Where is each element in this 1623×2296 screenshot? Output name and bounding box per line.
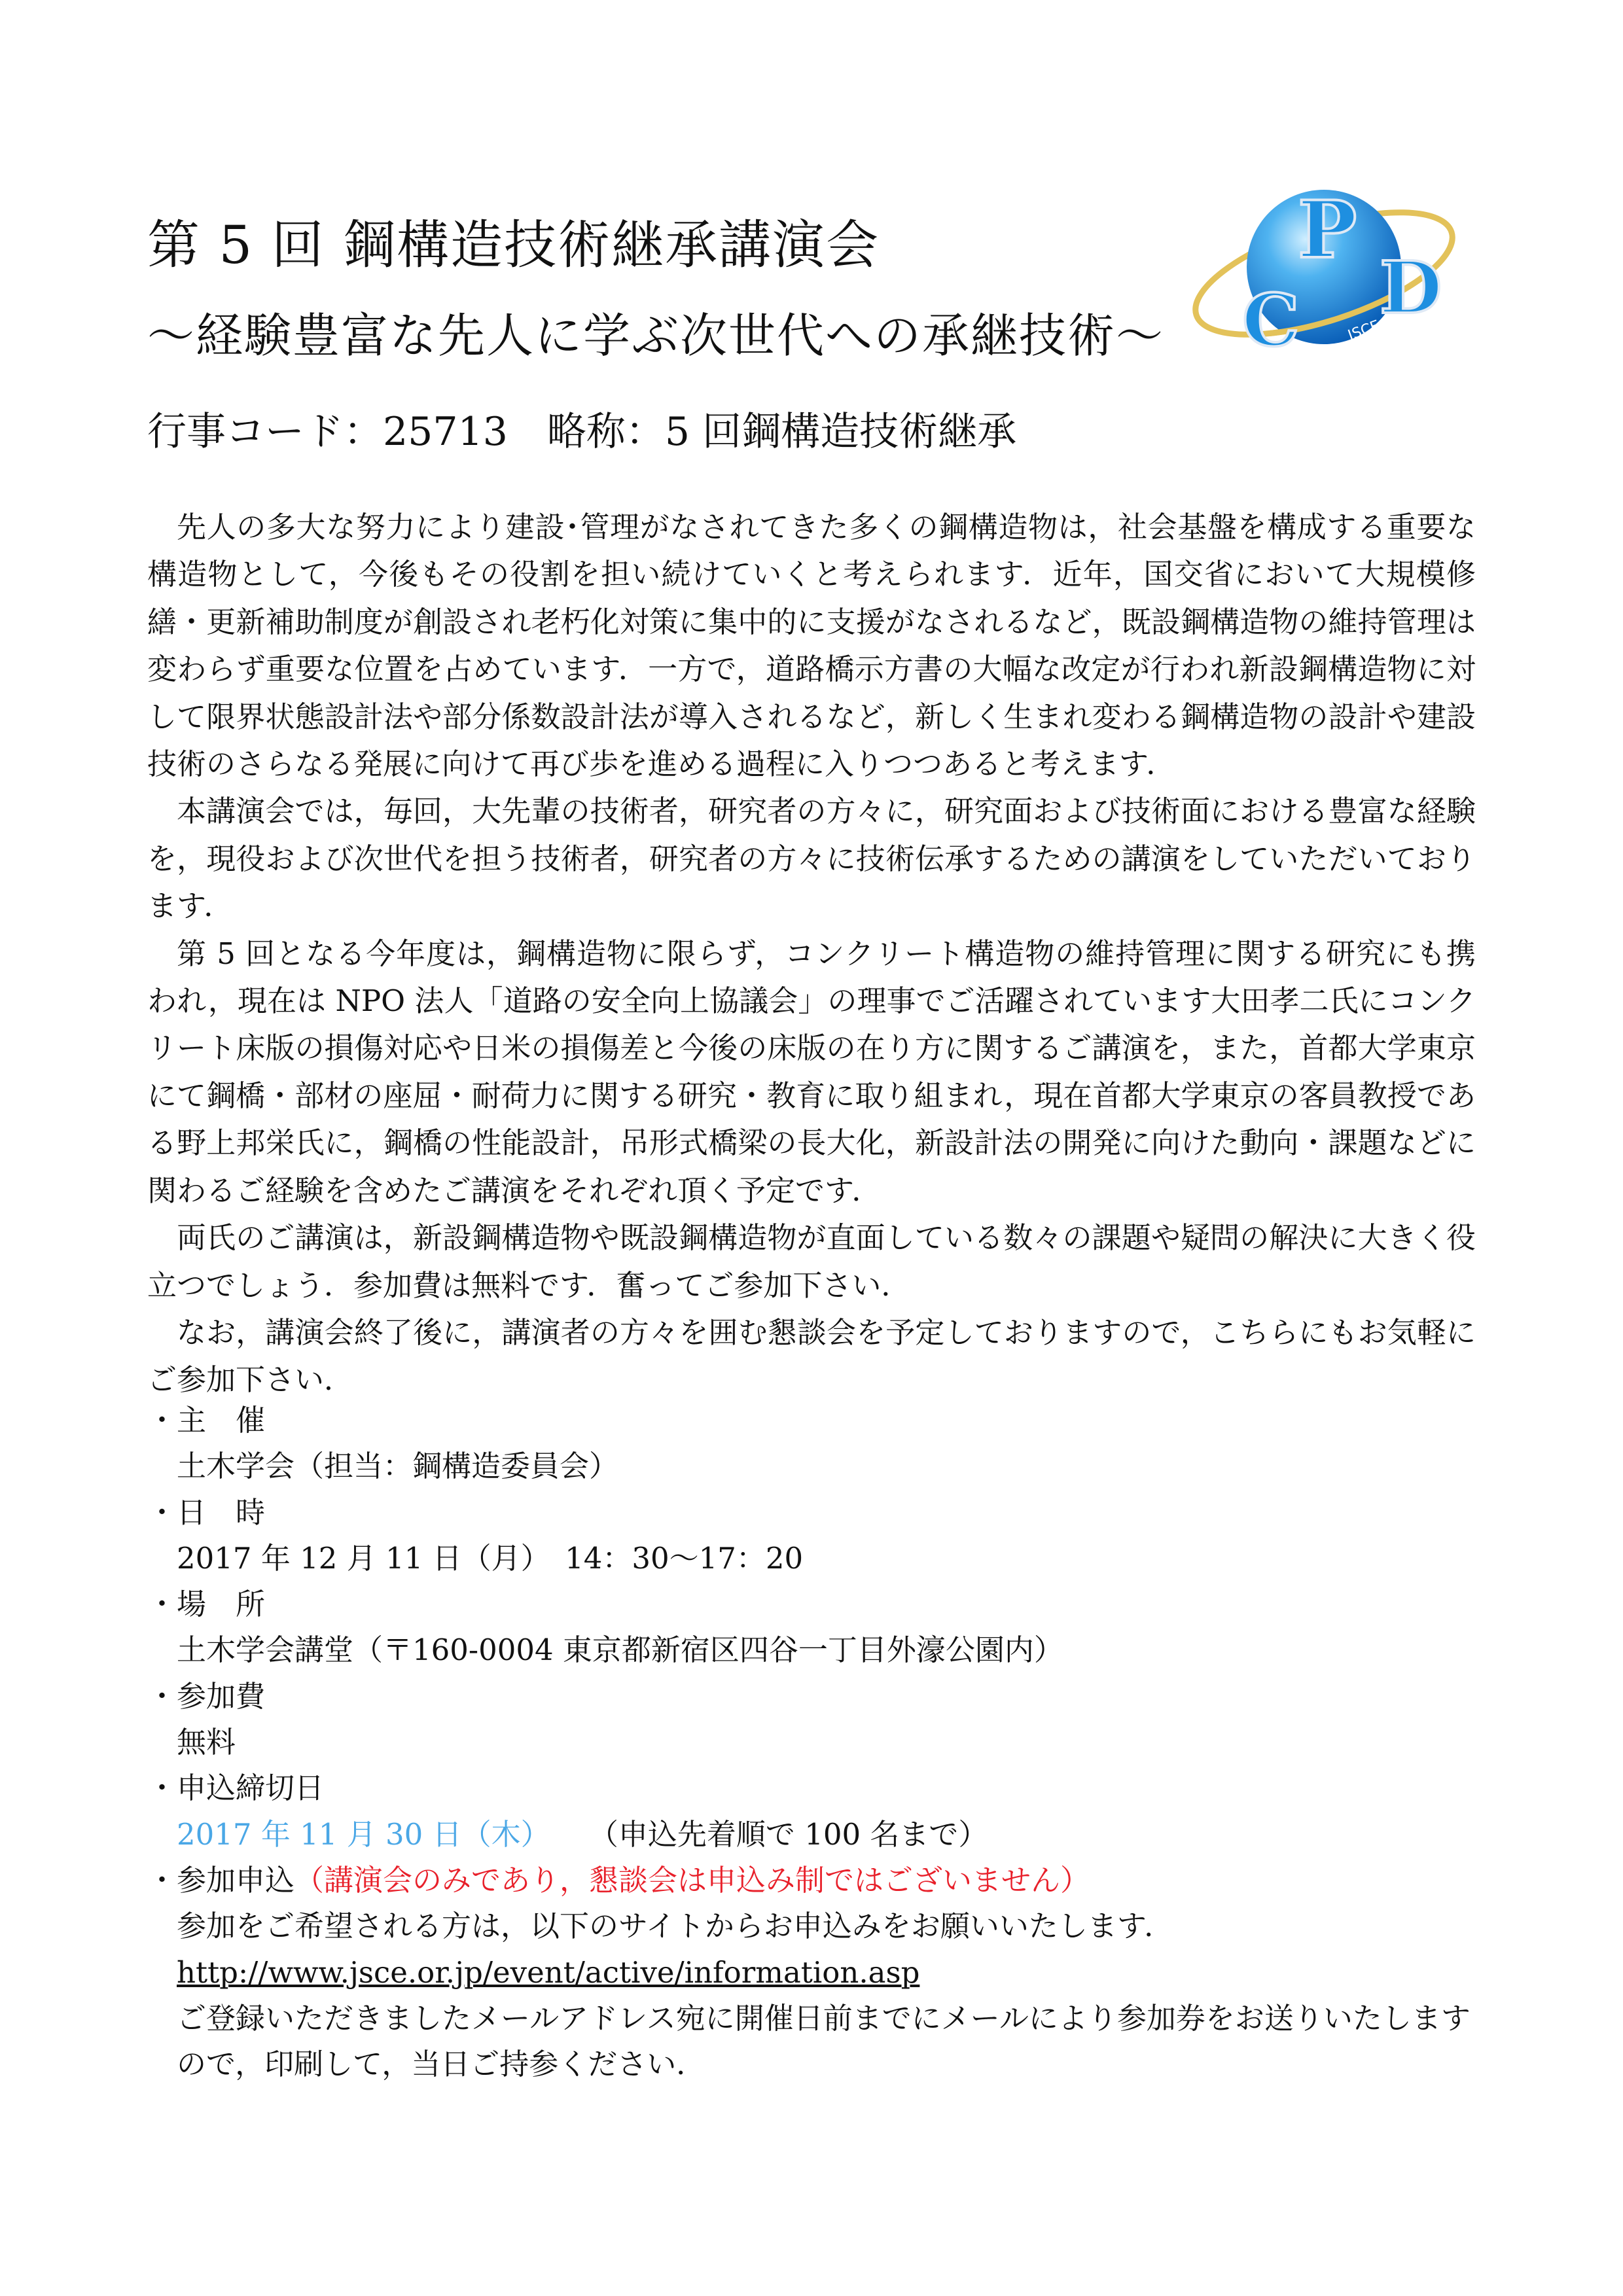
venue-value: 土木学会講堂（〒160-0004 東京都新宿区四谷一丁目外濠公園内） — [177, 1633, 1063, 1668]
intro-text — [147, 504, 1476, 1404]
organizer-label: ・主 催 — [147, 1403, 266, 1438]
apply-link[interactable]: http://www.jsce.or.jp/event/active/information.asp — [177, 1954, 920, 1990]
logo-letter-d: D — [1380, 245, 1442, 330]
deadline-note: （申込先着順で 100 名まで） — [588, 1816, 988, 1852]
logo-org: JSCE — [1346, 317, 1382, 344]
logo-letter-c: C — [1242, 278, 1300, 362]
datetime-label: ・日 時 — [147, 1494, 266, 1530]
deadline-label: ・申込締切日 — [147, 1771, 325, 1806]
apply-label: ・参加申込 — [147, 1862, 295, 1898]
venue-label: ・場 所 — [147, 1587, 266, 1622]
intro-paragraph: 第 5 回となる今年度は，鋼構造物に限らず，コンクリート構造物の維持管理に関する研究にも携われ，現在は NPO 法人「道路の安全向上協議会」の理事でご活躍されています大田孝二氏にコンクリート床版の損傷対応や日米の損傷差と今後の床版の在り方に関するご講演を，また，首都大学東京にて鋼橋・部材の座屈・耐荷力に関する研究・教育に取り組まれ，現在首都大学東京の客員教授である野上邦栄氏に，鋼橋の性能設計，吊形式橋梁の長大化，新設計法の開発に向けた動向・課題などに関わるご経験を含めたご講演をそれぞれ頂く予定です． — [147, 936, 1476, 1208]
apply-row — [147, 1858, 1476, 1903]
intro-paragraph: 先人の多大な努力により建設･管理がなされてきた多くの鋼構造物は，社会基盤を構成する重要な構造物として，今後もその役割を担い続けていくと考えられます．近年，国交省において大規模修繕・更新補助制度が創設され老朽化対策に集中的に支援がなされるなど，既設鋼構造物の維持管理は変わらず重要な位置を占めています．一方で，道路橋示方書の大幅な改定が行われ新設鋼構造物に対して限界状態設計法や部分係数設計法が導入されるなど，新しく生まれ変わる鋼構造物の設計や建設技術のさらなる発展に向けて再び歩を進める過程に入りつつあると考えます． — [147, 510, 1476, 782]
intro-paragraph: 本講演会では，毎回，大先輩の技術者，研究者の方々に，研究面および技術面における豊富な経験を，現役および次世代を担う技術者，研究者の方々に技術伝承するための講演をしていただいております． — [147, 794, 1476, 924]
event-code: 行事コード：25713 略称：5 回鋼構造技術継承 — [147, 409, 1017, 455]
apply-link-row — [147, 1950, 1476, 1996]
datetime-value: 2017 年 12 月 11 日（月） 14：30～17：20 — [177, 1540, 804, 1576]
deadline-date: 2017 年 11 月 30 日（木） — [177, 1816, 550, 1852]
fee-value: 無料 — [177, 1725, 236, 1760]
page-title: 第 5 回 鋼構造技術継承講演会 — [147, 215, 880, 275]
apply-note: （講演会のみであり，懇談会は申込み制ではございません） — [294, 1862, 1090, 1898]
deadline-row — [147, 1812, 1476, 1858]
apply-text: 参加をご希望される方は，以下のサイトからお申込みをお願いいたします． — [177, 1909, 1174, 1944]
intro-paragraph: 両氏のご講演は，新設鋼構造物や既設鋼構造物が直面している数々の課題や疑問の解決に大きく役立つでしょう．参加費は無料です．奮ってご参加下さい． — [147, 1220, 1476, 1303]
logo-letter-p: P — [1298, 184, 1357, 276]
event-details — [147, 1398, 1476, 2087]
organizer-value: 土木学会（担当：鋼構造委員会） — [177, 1449, 619, 1484]
cpd-logo — [1183, 169, 1465, 365]
page-subtitle: ～経験豊富な先人に学ぶ次世代への承継技術～ — [147, 308, 1165, 363]
fee-label: ・参加費 — [147, 1678, 266, 1714]
intro-paragraph: なお，講演会終了後に，講演者の方々を囲む懇談会を予定しておりますので，こちらにもお気軽にご参加下さい． — [147, 1315, 1476, 1398]
apply-footer: ご登録いただきましたメールアドレス宛に開催日前までにメールにより参加券をお送りいたしますので，印刷して，当日ご持参ください． — [177, 2000, 1471, 2082]
